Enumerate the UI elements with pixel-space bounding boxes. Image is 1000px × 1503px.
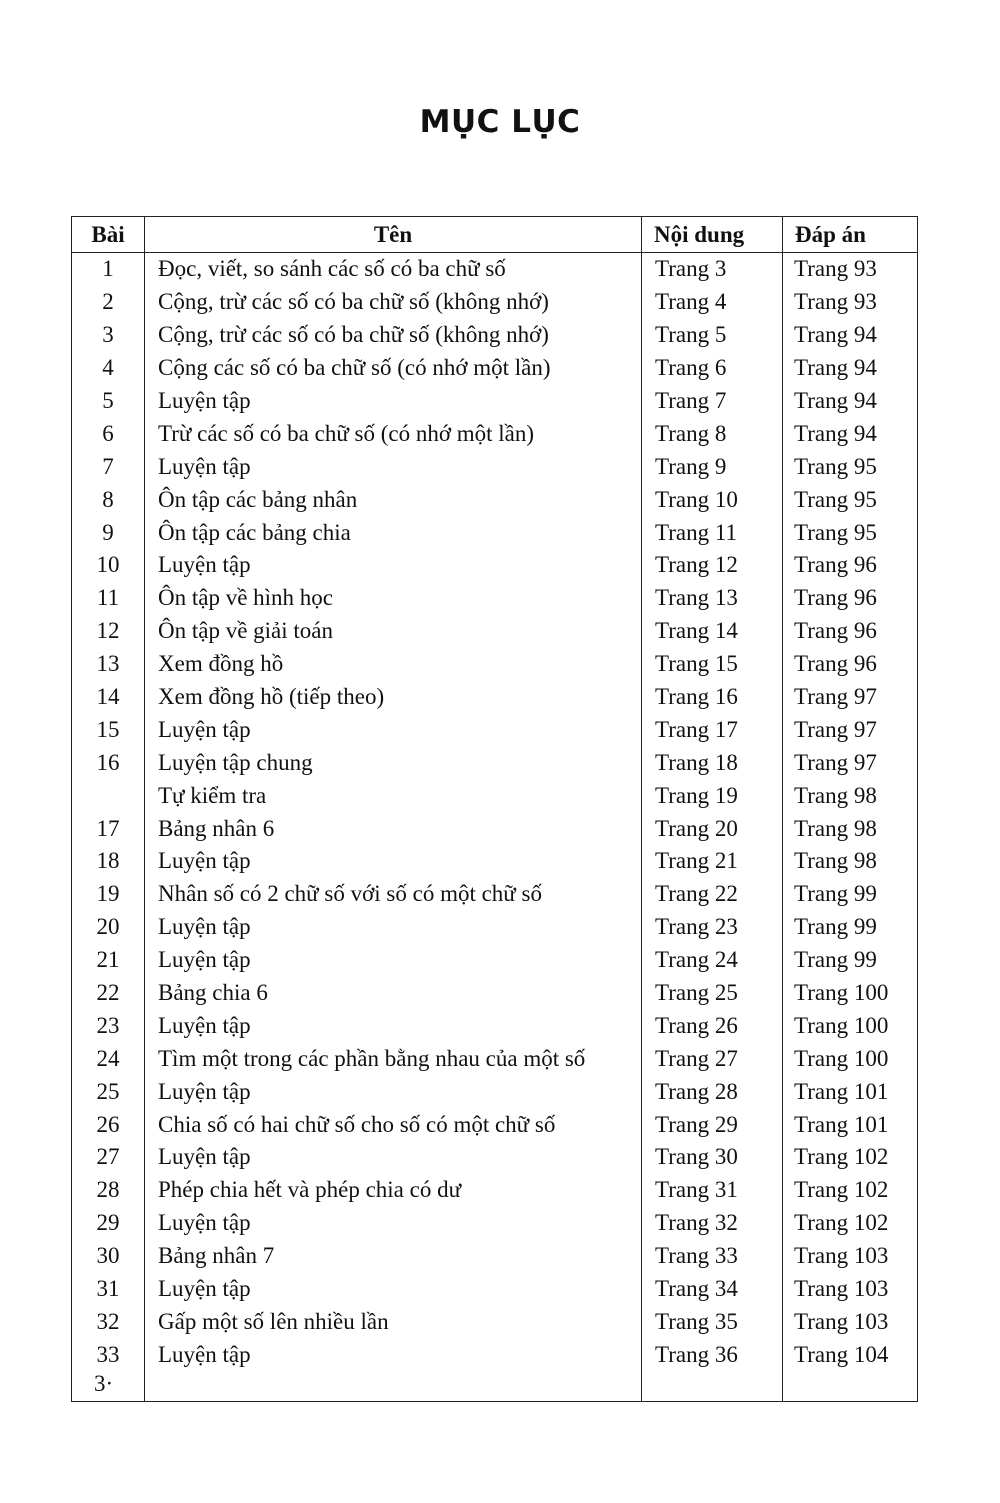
lesson-name: Ôn tập về hình học [145,582,642,615]
lesson-name: Chia số có hai chữ số cho số có một chữ số [145,1108,642,1141]
lesson-number: 18 [72,845,145,878]
lesson-number: 14 [72,681,145,714]
table-row [72,1075,918,1108]
lesson-number: 17 [72,812,145,845]
content-page: Trang 28 [642,1075,783,1108]
table-row [72,1273,918,1306]
content-page: Trang 31 [642,1174,783,1207]
content-page: Trang 29 [642,1108,783,1141]
lesson-number: 21 [72,944,145,977]
answer-page: Trang 93 [783,253,918,286]
lesson-number: 27 [72,1141,145,1174]
table-row [72,319,918,352]
lesson-name: Luyện tập [145,1075,642,1108]
lesson-number: 1 [72,253,145,286]
content-page: Trang 18 [642,746,783,779]
answer-page: Trang 94 [783,352,918,385]
table-row [72,648,918,681]
lesson-name: Nhân số có 2 chữ số với số có một chữ số [145,878,642,911]
lesson-name: Ôn tập các bảng nhân [145,483,642,516]
lesson-number: 13 [72,648,145,681]
answer-page: Trang 103 [783,1273,918,1306]
content-page: Trang 20 [642,812,783,845]
answer-page: Trang 104 [783,1338,918,1371]
lesson-number: 10 [72,549,145,582]
answer-page: Trang 98 [783,779,918,812]
lesson-name: Tìm một trong các phần bằng nhau của một số [145,1042,642,1075]
lesson-number: 29 [72,1207,145,1240]
lesson-name: Bảng chia 6 [145,977,642,1010]
content-page: Trang 5 [642,319,783,352]
content-page: Trang 13 [642,582,783,615]
header-name: Tên [145,217,642,253]
answer-page: Trang 95 [783,516,918,549]
content-page: Trang 14 [642,615,783,648]
lesson-name: Gấp một số lên nhiều lần [145,1306,642,1339]
lesson-number: 3· [72,1371,145,1402]
answer-page: Trang 96 [783,549,918,582]
lesson-name: Luyện tập [145,1141,642,1174]
lesson-name: Đọc, viết, so sánh các số có ba chữ số [145,253,642,286]
table-row [72,713,918,746]
answer-page: Trang 99 [783,878,918,911]
answer-page: Trang 96 [783,582,918,615]
table-row [72,516,918,549]
lesson-number: 2 [72,286,145,319]
content-page: Trang 19 [642,779,783,812]
content-page: Trang 11 [642,516,783,549]
lesson-number: 3 [72,319,145,352]
content-page: Trang 10 [642,483,783,516]
table-row [72,549,918,582]
lesson-name: Bảng nhân 6 [145,812,642,845]
lesson-number: 7 [72,450,145,483]
table-row [72,878,918,911]
lesson-number: 9 [72,516,145,549]
answer-page: Trang 100 [783,1042,918,1075]
table-row [72,286,918,319]
content-page: Trang 21 [642,845,783,878]
content-page: Trang 23 [642,911,783,944]
header-content: Nội dung [642,217,783,253]
answer-page: Trang 98 [783,812,918,845]
answer-page: Trang 101 [783,1075,918,1108]
lesson-name: Bảng nhân 7 [145,1240,642,1273]
lesson-number: 25 [72,1075,145,1108]
toc-table [71,216,918,1402]
answer-page: Trang 100 [783,977,918,1010]
lesson-number: 24 [72,1042,145,1075]
content-page: Trang 6 [642,352,783,385]
lesson-number: 28 [72,1174,145,1207]
answer-page: Trang 96 [783,648,918,681]
lesson-number: 12 [72,615,145,648]
lesson-name: Luyện tập [145,385,642,418]
content-page: Trang 33 [642,1240,783,1273]
content-page: Trang 7 [642,385,783,418]
content-page: Trang 35 [642,1306,783,1339]
answer-page: Trang 96 [783,615,918,648]
lesson-number: 20 [72,911,145,944]
answer-page: Trang 97 [783,681,918,714]
answer-page: Trang 94 [783,319,918,352]
header-answer: Đáp án [783,217,918,253]
lesson-name: Luyện tập [145,549,642,582]
lesson-number [72,779,145,812]
answer-page: Trang 100 [783,1009,918,1042]
lesson-name: Cộng các số có ba chữ số (có nhớ một lần) [145,352,642,385]
table-row [72,812,918,845]
table-row [72,779,918,812]
lesson-number: 8 [72,483,145,516]
empty-cell [642,1371,783,1402]
table-row [72,1338,918,1371]
content-page: Trang 32 [642,1207,783,1240]
content-page: Trang 17 [642,713,783,746]
content-page: Trang 16 [642,681,783,714]
answer-page: Trang 93 [783,286,918,319]
answer-page: Trang 101 [783,1108,918,1141]
lesson-name: Ôn tập các bảng chia [145,516,642,549]
lesson-name: Luyện tập [145,1273,642,1306]
content-page: Trang 36 [642,1338,783,1371]
table-row [72,1207,918,1240]
lesson-name: Luyện tập [145,911,642,944]
answer-page: Trang 99 [783,944,918,977]
lesson-number: 19 [72,878,145,911]
answer-page: Trang 95 [783,483,918,516]
lesson-number: 32 [72,1306,145,1339]
lesson-name: Phép chia hết và phép chia có dư [145,1174,642,1207]
lesson-number: 4 [72,352,145,385]
answer-page: Trang 97 [783,746,918,779]
header-lesson: Bài [72,217,145,253]
table-row [72,1240,918,1273]
lesson-number: 31 [72,1273,145,1306]
lesson-name: Luyện tập chung [145,746,642,779]
answer-page: Trang 103 [783,1306,918,1339]
table-row [72,253,918,286]
lesson-name: Luyện tập [145,1338,642,1371]
answer-page: Trang 102 [783,1207,918,1240]
lesson-name: Tự kiểm tra [145,779,642,812]
table-row [72,1042,918,1075]
table-row [72,615,918,648]
content-page: Trang 3 [642,253,783,286]
table-row [72,944,918,977]
lesson-name: Trừ các số có ba chữ số (có nhớ một lần) [145,417,642,450]
table-row [72,417,918,450]
content-page: Trang 30 [642,1141,783,1174]
lesson-name: Xem đồng hồ [145,648,642,681]
content-page: Trang 22 [642,878,783,911]
table-row [72,977,918,1010]
lesson-name: Luyện tập [145,713,642,746]
toc-header [72,217,918,253]
table-row [72,483,918,516]
answer-page: Trang 95 [783,450,918,483]
lesson-name: Luyện tập [145,450,642,483]
content-page: Trang 4 [642,286,783,319]
lesson-name: Ôn tập về giải toán [145,615,642,648]
lesson-name: Luyện tập [145,1207,642,1240]
content-page: Trang 34 [642,1273,783,1306]
table-row [72,746,918,779]
content-page: Trang 25 [642,977,783,1010]
table-row [72,1009,918,1042]
table-row [72,845,918,878]
content-page: Trang 12 [642,549,783,582]
table-row [72,911,918,944]
lesson-name: Cộng, trừ các số có ba chữ số (không nhớ) [145,286,642,319]
answer-page: Trang 103 [783,1240,918,1273]
lesson-number: 6 [72,417,145,450]
content-page: Trang 8 [642,417,783,450]
lesson-number: 26 [72,1108,145,1141]
table-row [72,1108,918,1141]
answer-page: Trang 94 [783,385,918,418]
answer-page: Trang 102 [783,1141,918,1174]
lesson-number: 15 [72,713,145,746]
table-row [72,1306,918,1339]
content-page: Trang 15 [642,648,783,681]
toc-body [72,253,918,1402]
table-row [72,582,918,615]
lesson-name: Cộng, trừ các số có ba chữ số (không nhớ) [145,319,642,352]
lesson-number: 5 [72,385,145,418]
lesson-number: 11 [72,582,145,615]
empty-cell [145,1371,642,1402]
lesson-name: Luyện tập [145,944,642,977]
table-row-cut-off [72,1371,918,1402]
lesson-number: 22 [72,977,145,1010]
table-row [72,681,918,714]
lesson-number: 33 [72,1338,145,1371]
table-row [72,450,918,483]
table-row [72,352,918,385]
table-row [72,1174,918,1207]
lesson-name: Xem đồng hồ (tiếp theo) [145,681,642,714]
page-title: MỤC LỤC [419,104,581,140]
content-page: Trang 24 [642,944,783,977]
lesson-number: 30 [72,1240,145,1273]
lesson-number: 16 [72,746,145,779]
lesson-number: 23 [72,1009,145,1042]
answer-page: Trang 94 [783,417,918,450]
lesson-name: Luyện tập [145,1009,642,1042]
answer-page: Trang 98 [783,845,918,878]
table-row [72,1141,918,1174]
answer-page: Trang 102 [783,1174,918,1207]
answer-page: Trang 97 [783,713,918,746]
content-page: Trang 27 [642,1042,783,1075]
table-row [72,385,918,418]
empty-cell [783,1371,918,1402]
lesson-name: Luyện tập [145,845,642,878]
answer-page: Trang 99 [783,911,918,944]
content-page: Trang 9 [642,450,783,483]
content-page: Trang 26 [642,1009,783,1042]
